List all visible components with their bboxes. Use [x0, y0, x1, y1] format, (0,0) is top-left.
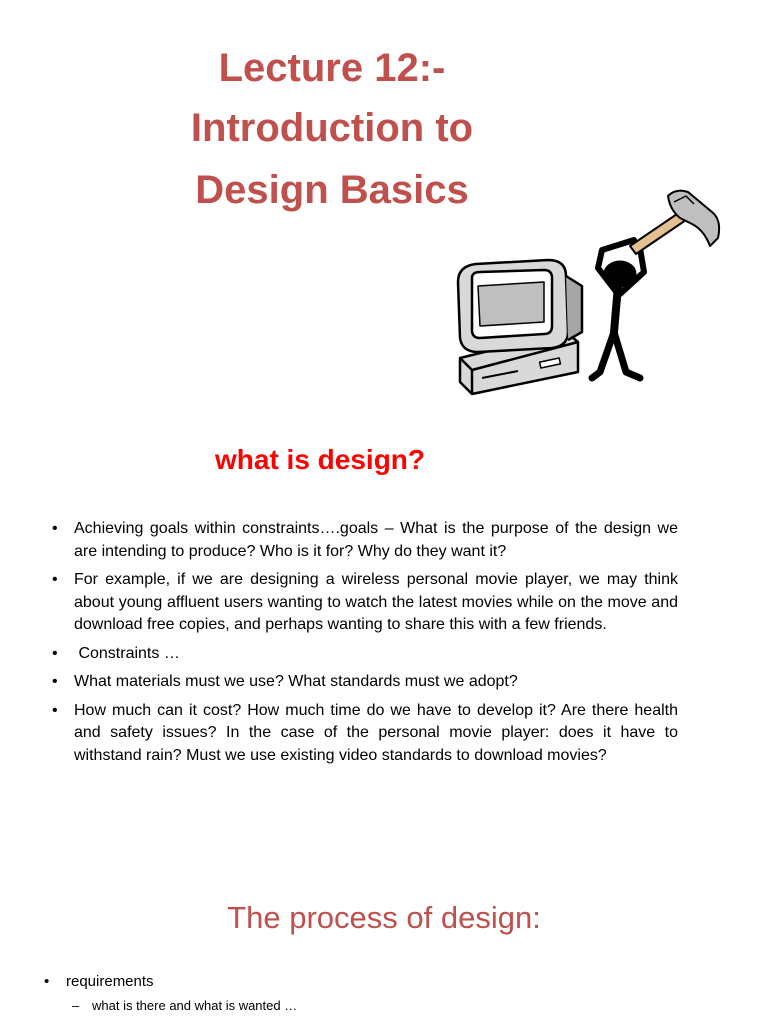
hammer-computer-clipart	[448, 182, 728, 398]
bullet-icon: •	[52, 520, 58, 537]
list-item: • Achieving goals within constraints….goals – What is the purpose of the design we are intending to produce? Who is it for? Why do they want it?	[52, 520, 678, 560]
bullet-icon: •	[52, 673, 58, 690]
process-of-design-heading: The process of design:	[227, 900, 541, 935]
list-item: • requirements	[44, 973, 154, 990]
list-item: • How much can it cost? How much time do we have to develop it? Are there health and safety issues? In the case of the personal movie player: does it have to withstand rain? Must we use existing video standards to download movies?	[52, 701, 678, 764]
design-bullet-list	[52, 518, 678, 773]
bullet-icon: •	[52, 701, 58, 719]
title-line-3: Design Basics	[195, 168, 469, 212]
list-item: • For example, if we are designing a wireless personal movie player, we may think about young affluent users wanting to watch the latest movies while on the move and download free copies, and perhaps wanting to share this with a few friends.	[52, 571, 678, 633]
sub-list-item: – what is there and what is wanted …	[72, 998, 298, 1013]
dash-icon: –	[72, 998, 80, 1013]
bullet-icon: •	[52, 644, 58, 662]
title-line-2: Introduction to	[190, 106, 474, 150]
process-list	[44, 972, 154, 992]
bullet-icon: •	[44, 973, 50, 990]
list-item: • What materials must we use? What standards must we adopt?	[52, 671, 678, 694]
list-item: • Constraints …	[52, 643, 678, 666]
bullet-icon: •	[52, 571, 58, 588]
title-line-1: Lecture 12:-	[218, 46, 446, 90]
what-is-design-heading: what is design?	[214, 444, 426, 475]
